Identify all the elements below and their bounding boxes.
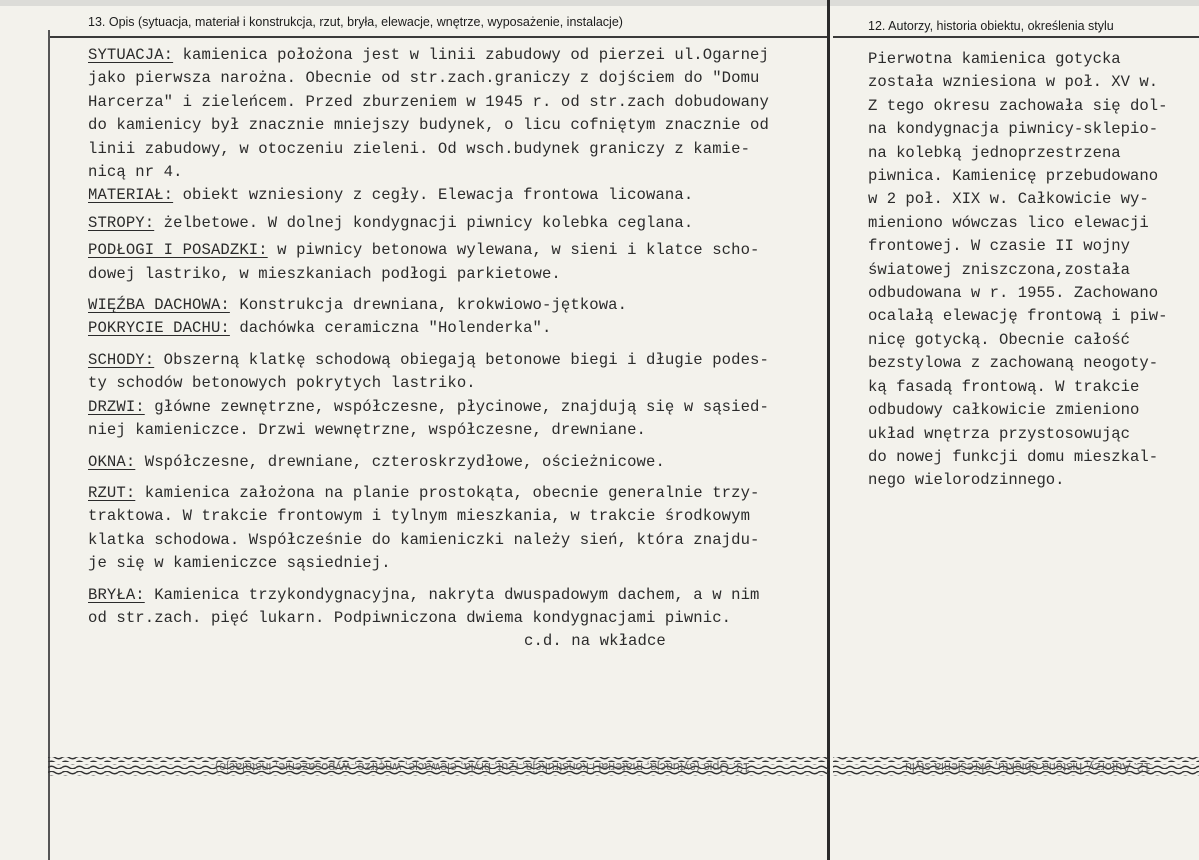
stropy-label: STROPY: — [88, 213, 155, 232]
bryla-line: BRYŁA: Kamienica trzykondygnacyjna, nakryta dwuspadowym dachem, a w nim — [88, 585, 760, 604]
podlogi-label: PODŁOGI I POSADZKI: — [88, 241, 268, 260]
rzut-line: RZUT: kamienica założona na planie prostokąta, obecnie generalnie trzy- — [88, 483, 760, 502]
sytuacja-first-line: SYTUACJA: kamienica położona jest w linii zabudowy od pierzei ul.Ogarnej — [88, 46, 769, 64]
bryla-line: od str.zach. pięć lukarn. Podpiwniczona dwiema kondygnacjami piwnic. — [88, 608, 732, 627]
description-column — [88, 44, 828, 654]
history-line: układ wnętrza przystosowując — [868, 424, 1131, 443]
left-margin-rule — [48, 30, 50, 860]
rzut-line: klatka schodowa. Współcześnie do kamieniczki należy sień, która znajdu- — [88, 530, 760, 549]
podlogi-line: PODŁOGI I POSADZKI: w piwnicy betonowa wylewana, w sieni i klatce scho- — [88, 241, 760, 260]
sytuacja-label: SYTUACJA: — [88, 46, 174, 64]
history-line: frontowej. W czasie II wojny — [868, 237, 1131, 256]
material-line: MATERIAŁ: obiekt wzniesiony z cegły. Elewacja frontowa licowana. — [88, 186, 694, 205]
header-underline-left — [48, 36, 828, 38]
mirrored-header-right: 12. Autorzy, historia obiektu, określenia stylu — [905, 760, 1151, 774]
top-edge — [0, 0, 1199, 6]
wiezba-line: WIĘŹBA DACHOWA: Konstrukcja drewniana, krokwiowo-jętkowa. — [88, 296, 628, 315]
history-line: Pierwotna kamienica gotycka — [868, 50, 1121, 68]
okna-label: OKNA: — [88, 452, 136, 471]
drzwi-line: niej kamieniczce. Drzwi wewnętrzne, współczesne, drewniane. — [88, 421, 647, 440]
history-line: piwnica. Kamienicę przebudowano — [868, 167, 1159, 186]
material-label: MATERIAŁ: — [88, 186, 174, 205]
history-line: nego wielorodzinnego. — [868, 471, 1065, 490]
history-column — [868, 48, 1188, 493]
history-line: na kolebką jednoprzestrzena — [868, 143, 1121, 162]
sytuacja-line: linii zabudowy, w otoczeniu zieleni. Od wsch.budynek graniczy z kamie- — [88, 139, 751, 158]
history-line: mieniono wówczas lico elewacji — [868, 213, 1149, 232]
history-line: została wzniesiona w poł. XV w. — [868, 73, 1159, 92]
rzut-label: RZUT: — [88, 483, 136, 502]
history-line: w 2 poł. XIX w. Całkowicie wy- — [868, 190, 1149, 209]
sytuacja-line: nicą nr 4. — [88, 163, 183, 182]
history-line: odbudowana w r. 1955. Zachowano — [868, 284, 1159, 303]
pokrycie-label: POKRYCIE DACHU: — [88, 319, 230, 338]
sytuacja-line: jako pierwsza narożna. Obecnie od str.zach.graniczy z dojściem do "Domu — [88, 69, 760, 88]
mirrored-header-left: 13. Opis (sytuacja, materiał i konstrukcja, rzut, bryła, elewacje, wnętrze, wyposażenie, instalacje) — [215, 760, 750, 774]
history-line: bezstylowa z zachowaną neogoty- — [868, 354, 1159, 373]
bryla-label: BRYŁA: — [88, 585, 145, 604]
section-13-header: 13. Opis (sytuacja, materiał i konstrukcja, rzut, bryła, elewacje, wnętrze, wyposażenie, instalacje) — [88, 15, 623, 29]
rzut-line: traktowa. W trakcie frontowym i tylnym mieszkania, w trakcie środkowym — [88, 507, 751, 526]
history-line: nicę gotycką. Obecnie całość — [868, 330, 1131, 349]
schody-line: ty schodów betonowych pokrytych lastriko. — [88, 374, 476, 393]
drzwi-line: DRZWI: główne zewnętrzne, współczesne, płycinowe, znajdują się w sąsied- — [88, 397, 769, 416]
podlogi-line: dowej lastriko, w mieszkaniach podłogi parkietowe. — [88, 264, 561, 283]
schody-line: SCHODY: Obszerną klatkę schodową obiegają betonowe biegi i długie podes- — [88, 350, 769, 369]
wiezba-label: WIĘŹBA DACHOWA: — [88, 296, 230, 315]
drzwi-label: DRZWI: — [88, 397, 145, 416]
okna-line: OKNA: Współczesne, drewniane, czteroskrzydłowe, ościeżnicowe. — [88, 452, 665, 471]
header-underline-right — [833, 36, 1199, 38]
history-line: światowej zniszczona,została — [868, 260, 1131, 279]
history-line: Z tego okresu zachowała się dol- — [868, 96, 1168, 115]
history-line: ocalałą elewację frontową i piw- — [868, 307, 1168, 326]
sytuacja-line: do kamienicy był znacznie mniejszy budynek, o licu cofniętym znacznie od — [88, 116, 769, 135]
history-line: na kondygnacja piwnicy-sklepio- — [868, 120, 1159, 139]
stropy-line: STROPY: żelbetowe. W dolnej kondygnacji piwnicy kolebka ceglana. — [88, 213, 694, 232]
history-line: do nowej funkcji domu mieszkal- — [868, 447, 1159, 466]
continuation-note: c.d. na wkładce — [524, 632, 666, 651]
pokrycie-line: POKRYCIE DACHU: dachówka ceramiczna "Holenderka". — [88, 319, 552, 338]
section-12-header: 12. Autorzy, historia obiektu, określenia stylu — [868, 19, 1114, 33]
schody-label: SCHODY: — [88, 350, 155, 369]
history-line: ką fasadą frontową. W trakcie — [868, 377, 1140, 396]
history-line: odbudowy całkowicie zmieniono — [868, 401, 1140, 420]
sytuacja-line: Harcerza" i zieleńcem. Przed zburzeniem w 1945 r. od str.zach dobudowany — [88, 92, 769, 111]
rzut-line: je się w kamieniczce sąsiedniej. — [88, 554, 391, 573]
